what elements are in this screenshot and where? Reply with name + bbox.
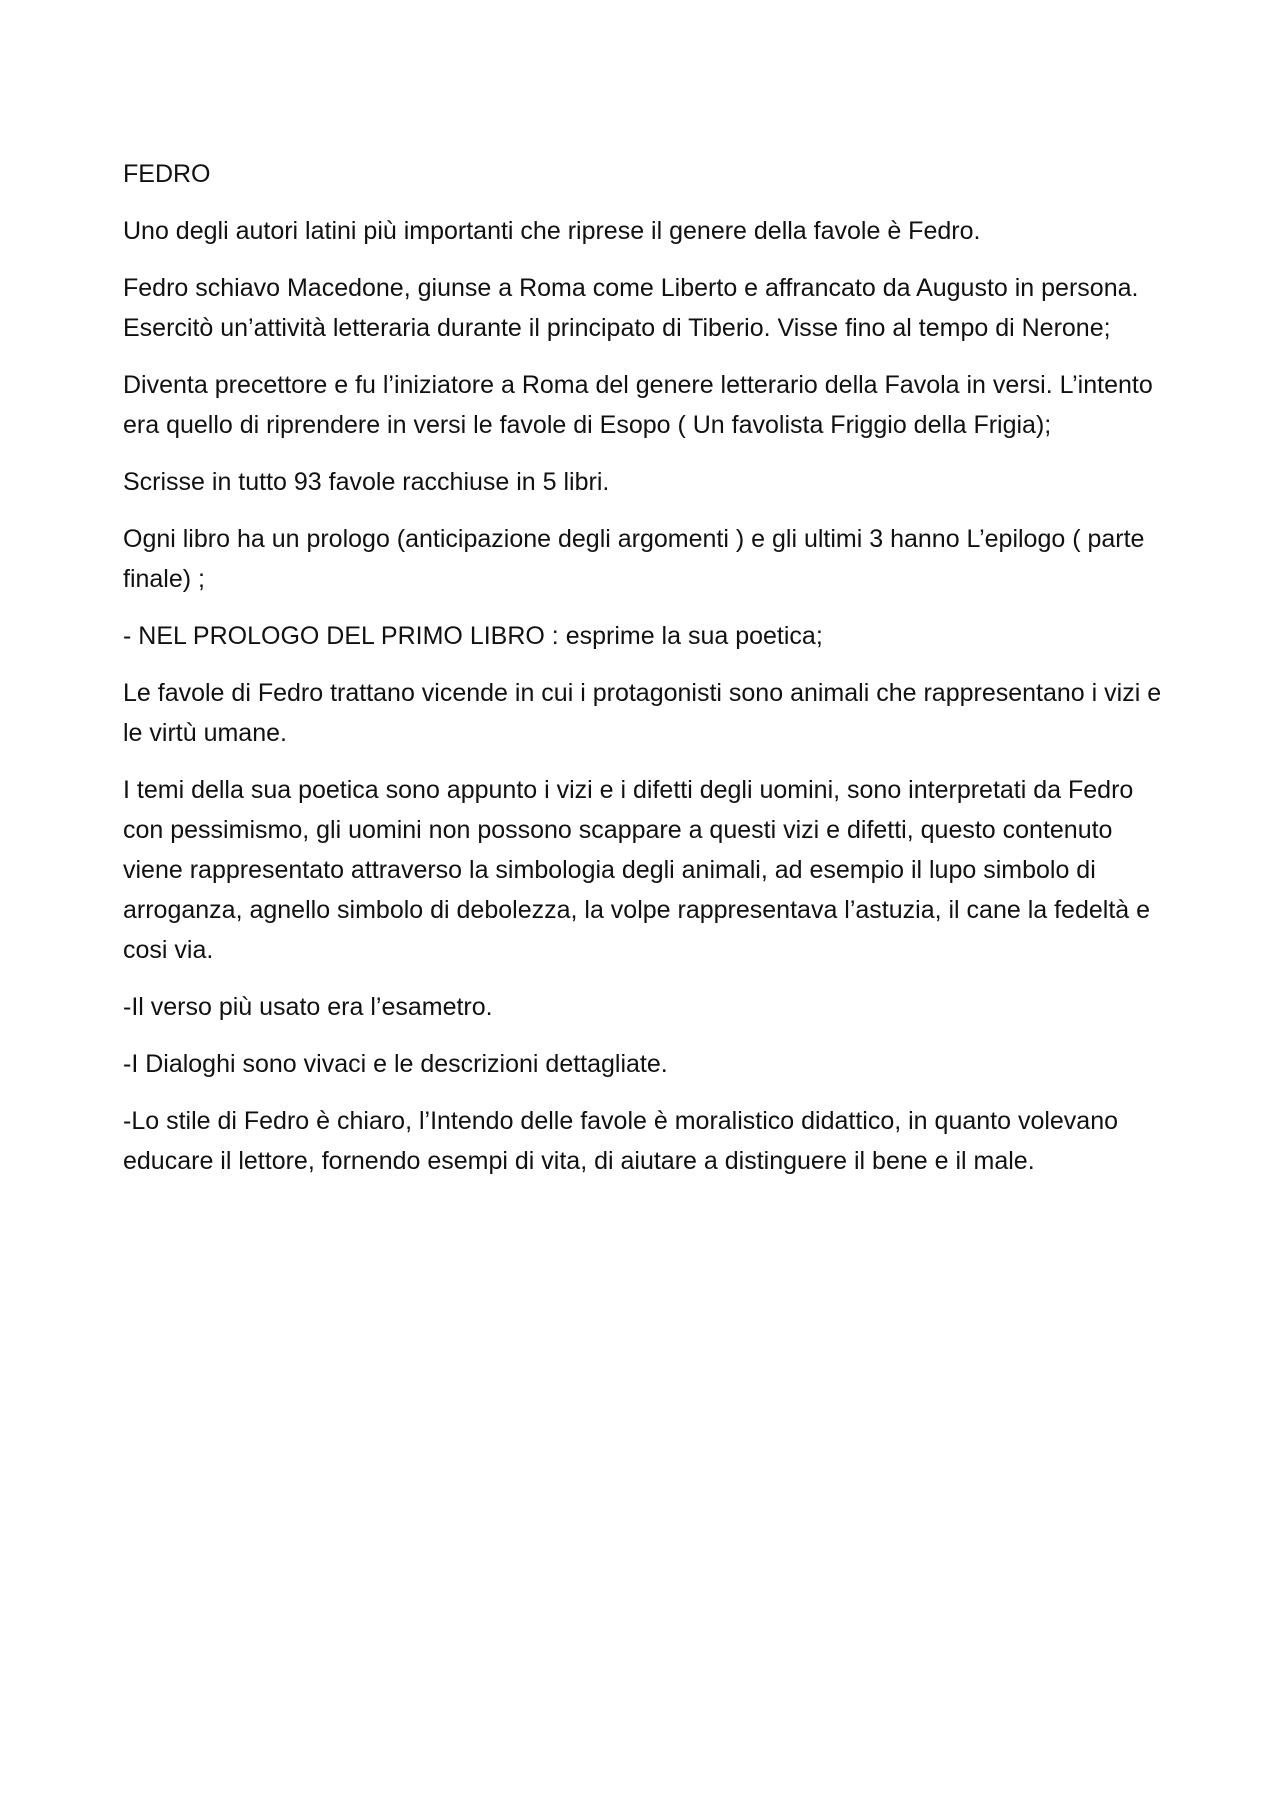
paragraph-precettore: Diventa precettore e fu l’iniziatore a Roma del genere letterario della Favola in versi. L’intento era quello di riprendere in versi le favole di Esopo ( Un favolista Friggio della Frigia); — [123, 371, 1153, 439]
paragraph-intro: Uno degli autori latini più importanti che riprese il genere della favole è Fedro. — [123, 217, 981, 245]
paragraph-biography: Fedro schiavo Macedone, giunse a Roma come Liberto e affrancato da Augusto in persona. Esercitò un’attività letteraria durante il principato di Tiberio. Visse fino al tempo di Nerone; — [123, 274, 1139, 342]
paragraph-favole: Le favole di Fedro trattano vicende in cui i protagonisti sono animali che rappresentano i vizi e le virtù umane. — [123, 679, 1162, 747]
paragraph-dialoghi: -I Dialoghi sono vivaci e le descrizioni dettagliate. — [123, 1050, 668, 1078]
document-body — [123, 154, 1173, 1198]
paragraph-stile: -Lo stile di Fedro è chiaro, l’Intendo delle favole è moralistico didattico, in quanto volevano educare il lettore, fornendo esempi di vita, di aiutare a distinguere il bene e il male. — [123, 1107, 1119, 1175]
paragraph-verso: -Il verso più usato era l’esametro. — [123, 993, 493, 1021]
paragraph-temi: I temi della sua poetica sono appunto i vizi e i difetti degli uomini, sono interpretati da Fedro con pessimismo, gli uomini non possono scappare a questi vizi e difetti, questo contenuto viene rappresentato attraverso la simbologia degli animali, ad esempio il lupo simbolo di arroganza, agnello simbolo di debolezza, la volpe rappresentava l’astuzia, il cane la fedeltà e cosi via. — [123, 776, 1151, 964]
paragraph-prologo: Ogni libro ha un prologo (anticipazione degli argomenti ) e gli ultimi 3 hanno L’epilogo ( parte finale) ; — [123, 525, 1145, 593]
paragraph-libri: Scrisse in tutto 93 favole racchiuse in 5 libri. — [123, 468, 610, 496]
document-title: FEDRO — [123, 160, 211, 188]
paragraph-primo-libro: - NEL PROLOGO DEL PRIMO LIBRO : esprime la sua poetica; — [123, 622, 823, 650]
